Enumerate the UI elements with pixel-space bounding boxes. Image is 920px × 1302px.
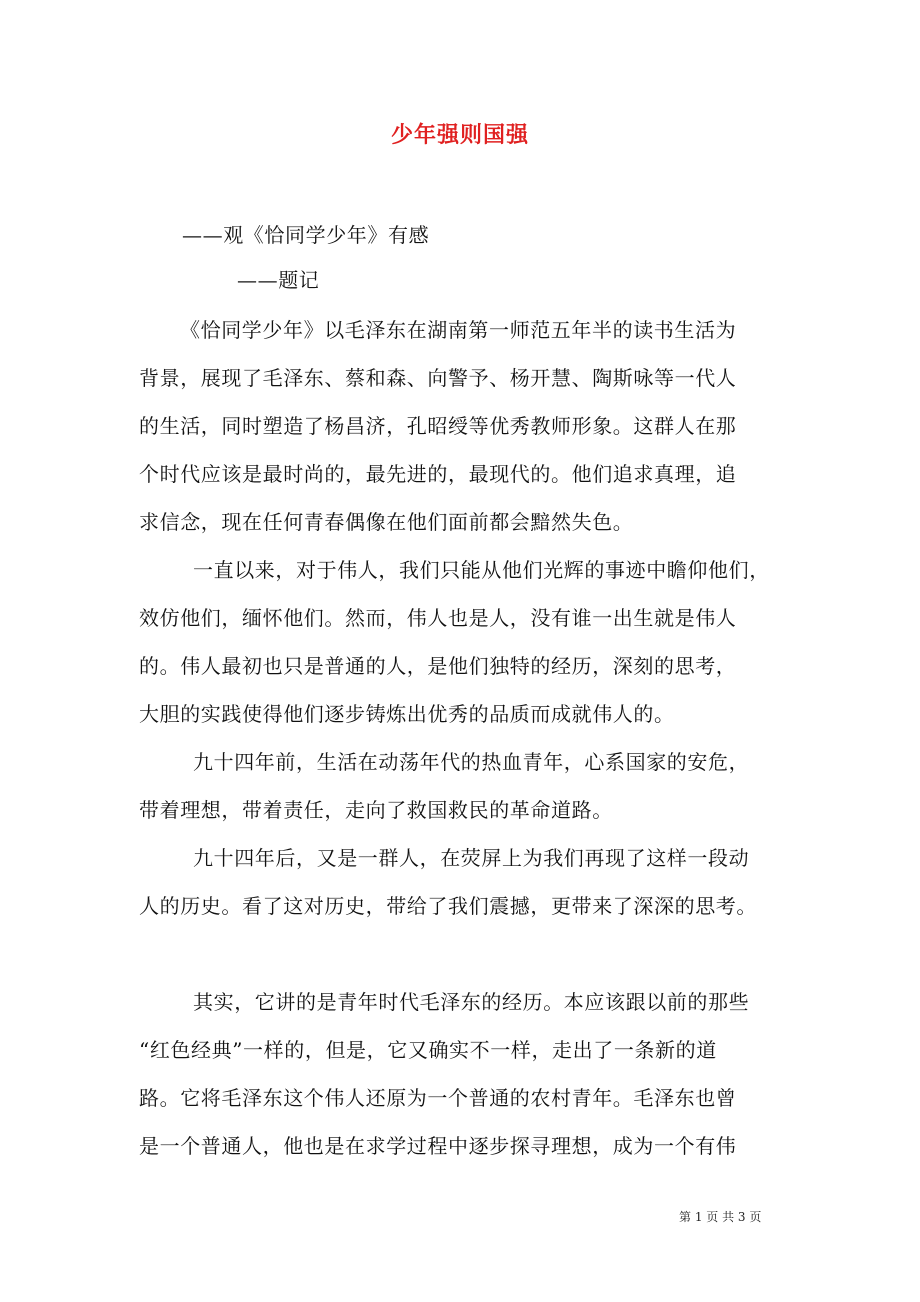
body-line: 九十四年后，又是一群人，在荧屏上为我们再现了这样一段动 (193, 846, 750, 870)
body-line: 路。它将毛泽东这个伟人还原为一个普通的农村青年。毛泽东也曾 (139, 1086, 737, 1110)
body-line: 是一个普通人，他也是在求学过程中逐步探寻理想，成为一个有伟 (139, 1134, 737, 1158)
body-line: 人的历史。看了这对历史，带给了我们震撼，更带来了深深的思考。 (139, 894, 757, 918)
body-line: 个时代应该是最时尚的，最先进的，最现代的。他们追求真理，追 (139, 462, 737, 486)
inscription: ——题记 (237, 268, 320, 292)
body-line: 大胆的实践使得他们逐步铸炼出优秀的品质而成就伟人的。 (139, 702, 675, 726)
body-line: 《恰同学少年》以毛泽东在湖南第一师范五年半的读书生活为 (180, 318, 737, 342)
body-line: 带着理想，带着责任，走向了救国救民的革命道路。 (139, 798, 613, 822)
body-line: 其实，它讲的是青年时代毛泽东的经历。本应该跟以前的那些 (193, 990, 750, 1014)
body-line: 的。伟人最初也只是普通的人，是他们独特的经历，深刻的思考， (139, 654, 737, 678)
body-line: 一直以来，对于伟人，我们只能从他们光辉的事迹中瞻仰他们， (193, 558, 770, 582)
body-line: “红色经典”一样的，但是，它又确实不一样，走出了一条新的道 (139, 1038, 717, 1062)
body-line: 求信念，现在任何青春偶像在他们面前都会黯然失色。 (139, 510, 634, 534)
body-line: 背景，展现了毛泽东、蔡和森、向警予、杨开慧、陶斯咏等一代人 (139, 366, 737, 390)
document-title: 少年强则国强 (390, 122, 529, 148)
body-line: 的生活，同时塑造了杨昌济，孔昭绶等优秀教师形象。这群人在那 (139, 414, 737, 438)
body-line: 效仿他们，缅怀他们。然而，伟人也是人，没有谁一出生就是伟人 (139, 606, 737, 630)
body-line: 九十四年前，生活在动荡年代的热血青年，心系国家的安危， (193, 750, 750, 774)
subtitle: ——观《恰同学少年》有感 (182, 223, 430, 247)
page-number-footer: 第 1 页 共 3 页 (679, 1210, 762, 1224)
